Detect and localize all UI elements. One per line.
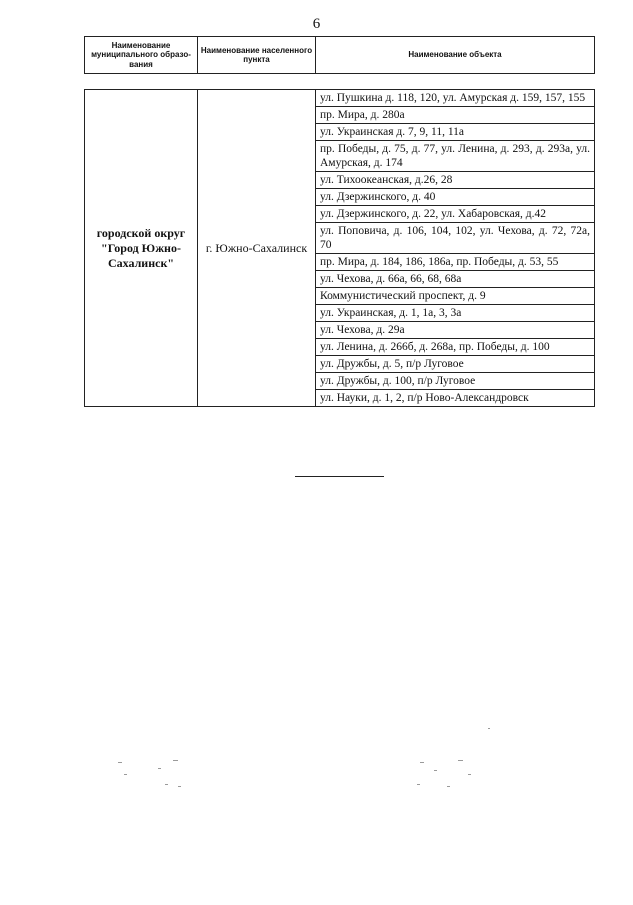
- object-cell: ул. Чехова, д. 29а: [316, 322, 595, 339]
- object-cell: ул. Тихоокеанская, д.26, 28: [316, 172, 595, 189]
- object-cell: ул. Ленина, д. 266б, д. 268а, пр. Победы, д. 100: [316, 339, 595, 356]
- object-cell: Коммунистический проспект, д. 9: [316, 288, 595, 305]
- municipality-cell: городской округ "Город Южно-Сахалинск": [85, 90, 198, 407]
- object-cell: ул. Чехова, д. 66а, 66, 68, 68а: [316, 271, 595, 288]
- object-cell: ул. Украинская д. 7, 9, 11, 11а: [316, 124, 595, 141]
- header-object: Наименование объекта: [316, 37, 595, 74]
- page-number: 6: [312, 16, 321, 32]
- object-cell: ул. Дружбы, д. 100, п/р Луговое: [316, 373, 595, 390]
- object-cell: ул. Науки, д. 1, 2, п/р Ново-Александровск: [316, 390, 595, 407]
- object-cell: ул. Пушкина д. 118, 120, ул. Амурская д. 159, 157, 155: [316, 90, 595, 107]
- object-cell: ул. Дружбы, д. 5, п/р Луговое: [316, 356, 595, 373]
- separator-line: [295, 476, 384, 477]
- object-cell: ул. Дзержинского, д. 40: [316, 189, 595, 206]
- object-cell: пр. Мира, д. 280а: [316, 107, 595, 124]
- header-municipality: Наименование муниципального образо-вания: [85, 37, 198, 74]
- object-cell: ул. Дзержинского, д. 22, ул. Хабаровская, д.42: [316, 206, 595, 223]
- object-cell: ул. Украинская, д. 1, 1а, 3, 3а: [316, 305, 595, 322]
- header-settlement: Наименование населенного пункта: [198, 37, 316, 74]
- table-row: [85, 90, 595, 107]
- settlement-cell: г. Южно-Сахалинск: [198, 90, 316, 407]
- table-header: [84, 36, 595, 74]
- object-cell: ул. Поповича, д. 106, 104, 102, ул. Чехова, д. 72, 72а, 70: [316, 223, 595, 254]
- object-cell: пр. Победы, д. 75, д. 77, ул. Ленина, д. 293, д. 293а, ул. Амурская, д. 174: [316, 141, 595, 172]
- object-cell: пр. Мира, д. 184, 186, 186а, пр. Победы, д. 53, 55: [316, 254, 595, 271]
- objects-table: [84, 89, 595, 407]
